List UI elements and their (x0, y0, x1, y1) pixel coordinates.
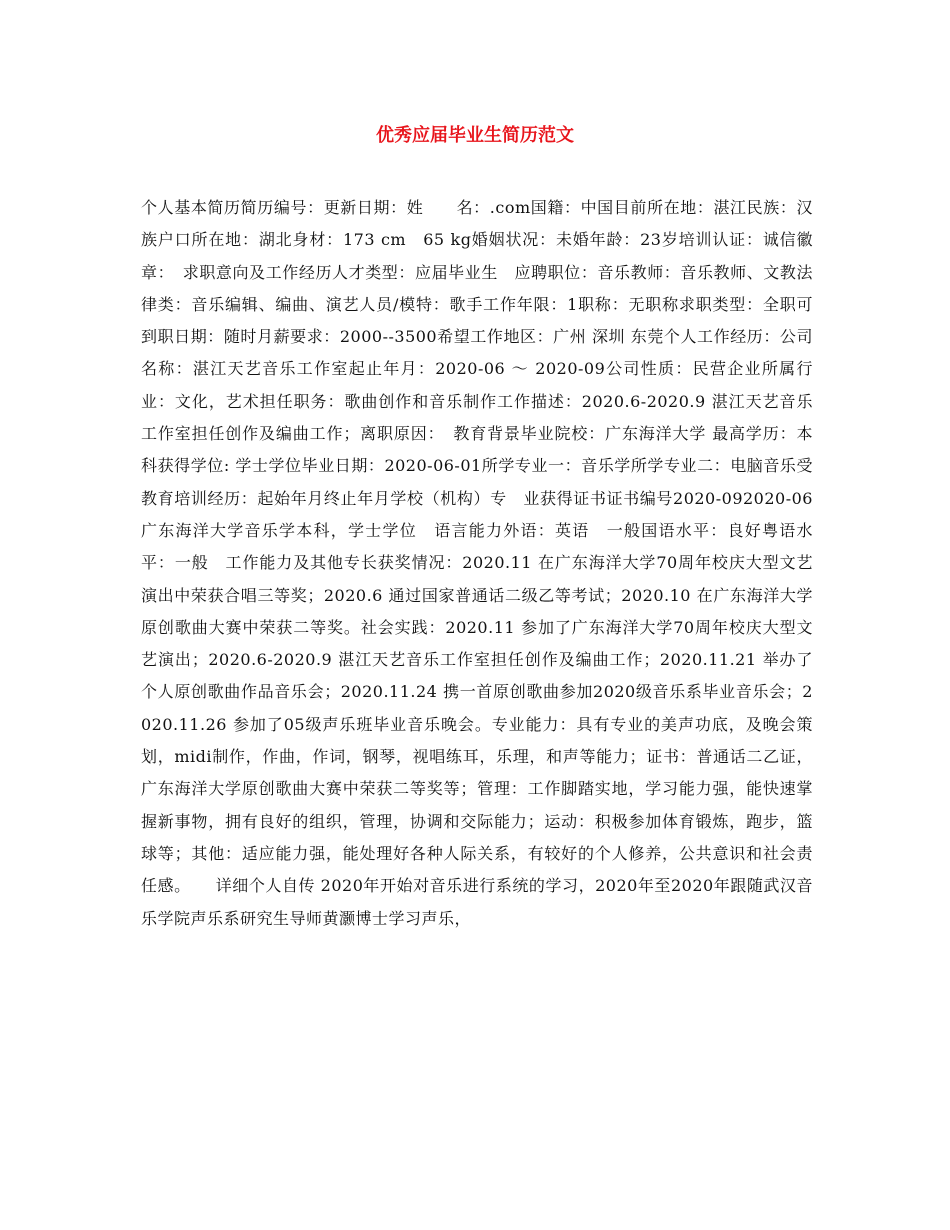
resume-body-text: 个人基本简历简历编号：更新日期：姓 名：.com国籍：中国目前所在地：湛江民族：汉族户口所在地：湖北身材：173 cm 65 kg婚姻状况：未婚年龄：23岁培训认证：诚信徽章： 求职意向及工作经历人才类型：应届毕业生 应聘职位：音乐教师：音乐教师、文教法律类：音乐编辑、编曲、演艺人员/模特：歌手工作年限：1职称：无职称求职类型：全职可到职日期：随时月薪要求：2000--3500希望工作地区：广州 深圳 东莞个人工作经历：公司名称：湛江天艺音乐工作室起止年月：2020-06 ～ 2020-09公司性质：民营企业所属行业：文化，艺术担任职务：歌曲创作和音乐制作工作描述：2020.6-2020.9 湛江天艺音乐工作室担任创作及编曲工作；离职原因： 教育背景毕业院校：广东海洋大学 最高学历：本科获得学位: 学士学位毕业日期：2020-06-01所学专业一：音乐学所学专业二：电脑音乐受教育培训经历：起始年月终止年月学校（机构）专 业获得证书证书编号2020-092020-06广东海洋大学音乐学本科，学士学位 语言能力外语：英语 一般国语水平：良好粤语水平：一般 工作能力及其他专长获奖情况：2020.11 在广东海洋大学70周年校庆大型文艺演出中荣获合唱三等奖；2020.6 通过国家普通话二级乙等考试；2020.10 在广东海洋大学原创歌曲大赛中荣获二等奖。社会实践：2020.11 参加了广东海洋大学70周年校庆大型文艺演出；2020.6-2020.9 湛江天艺音乐工作室担任创作及编曲工作；2020.11.21 举办了个人原创歌曲作品音乐会；2020.11.24 携一首原创歌曲参加2020级音乐系毕业音乐会；2020.11.26 参加了05级声乐班毕业音乐晚会。专业能力：具有专业的美声功底，及晚会策划，midi制作，作曲，作词，钢琴，视唱练耳，乐理，和声等能力；证书：普通话二乙证，广东海洋大学原创歌曲大赛中荣获二等奖等；管理：工作脚踏实地，学习能力强，能快速掌握新事物，拥有良好的组织，管理，协调和交际能力；运动：积极参加体育锻炼，跑步，篮球等；其他：适应能力强，能处理好各种人际关系，有较好的个人修养，公共意识和社会责任感。 详细个人自传 2020年开始对音乐进行系统的学习，2020年至2020年跟随武汉音乐学院声乐系研究生导师黄灏博士学习声乐， (141, 198, 813, 928)
document-title: 优秀应届毕业生简历范文 (376, 125, 574, 146)
